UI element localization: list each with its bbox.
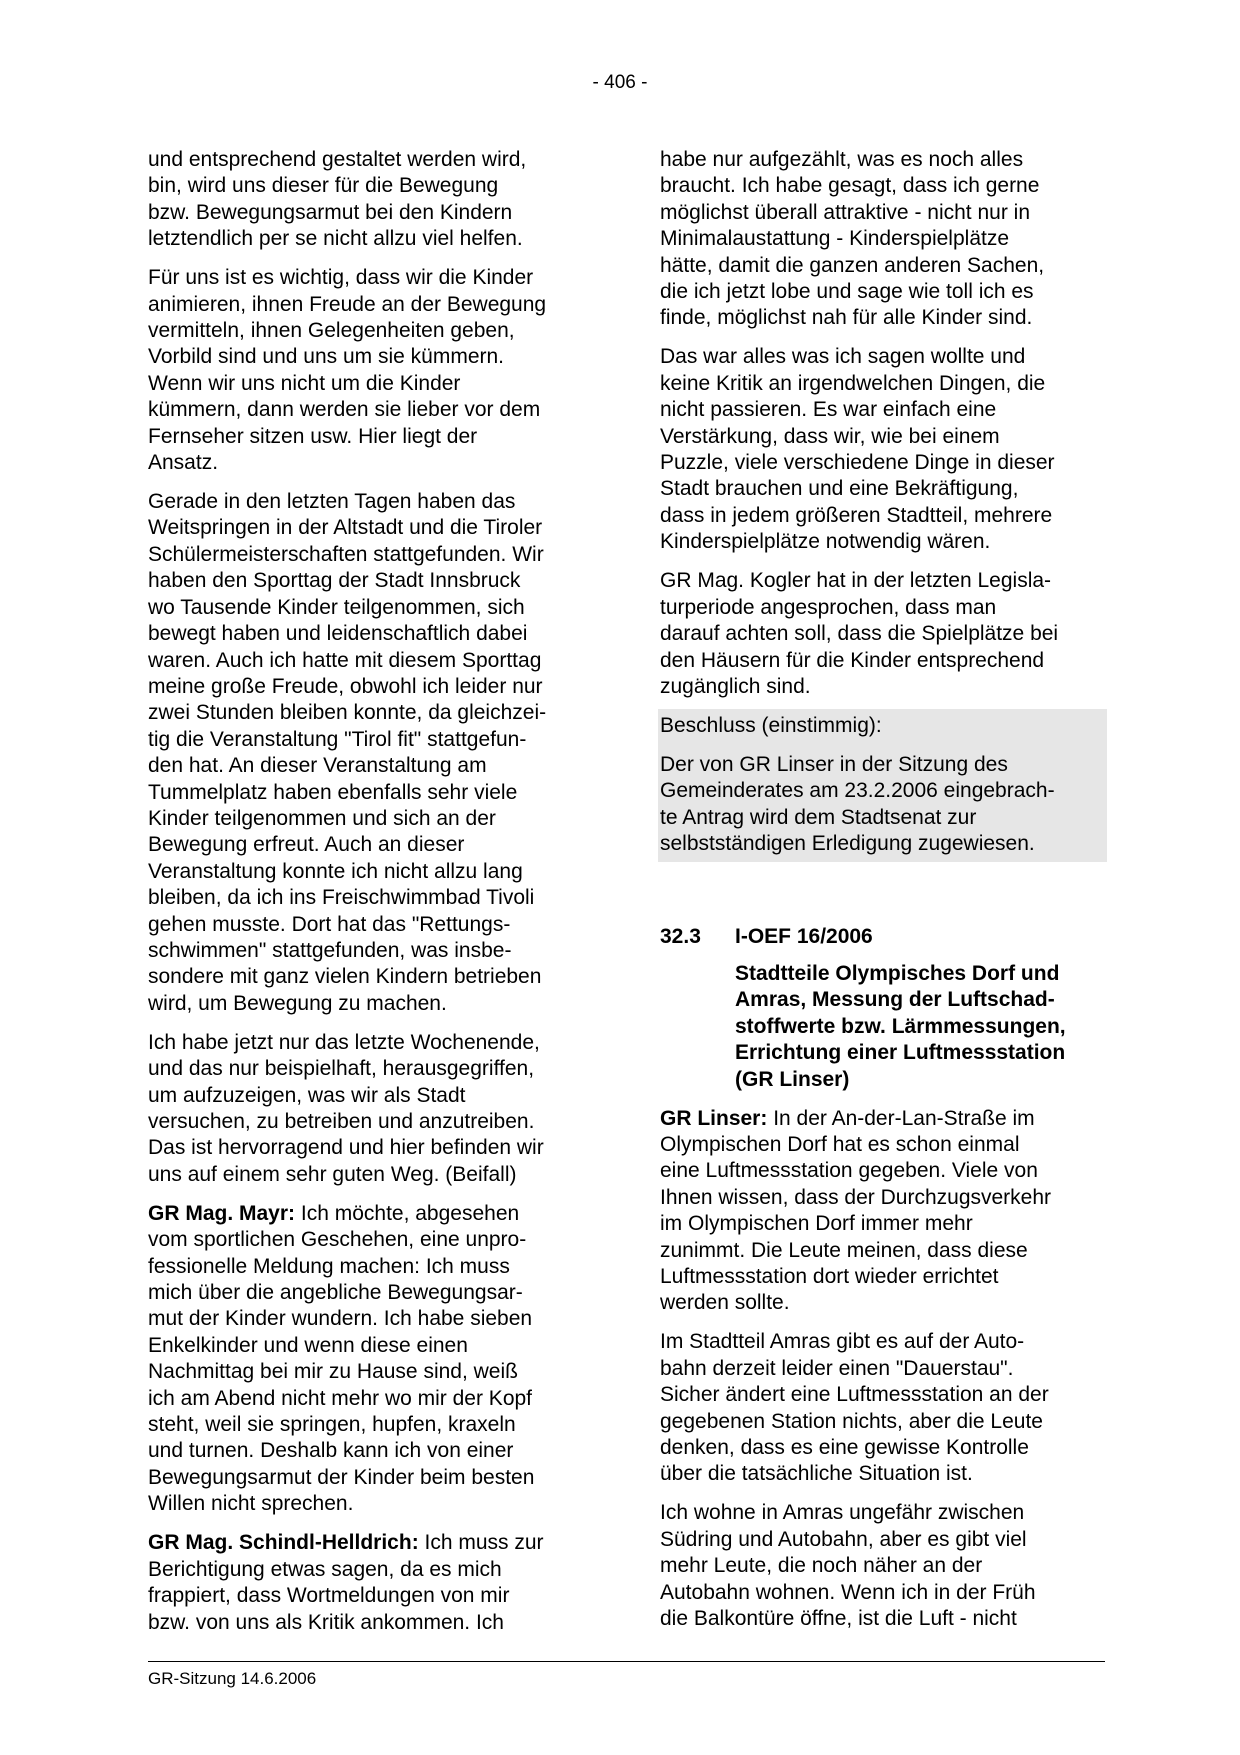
text-line: Berichtigung etwas sagen, da es mich <box>148 1557 502 1581</box>
paragraph <box>148 1030 588 1188</box>
text-line: keine Kritik an irgendwelchen Dingen, die <box>660 371 1046 395</box>
text-line: Luftmessstation dort wieder errichtet <box>660 1265 999 1288</box>
text-line: animieren, ihnen Freude an der Bewegung <box>148 292 547 316</box>
text-line: selbstständigen Erledigung zugewiesen. <box>660 832 1035 856</box>
speech-text: Ich möchte, abgesehen <box>295 1201 520 1225</box>
text-line: über die tatsächliche Situation ist. <box>660 1462 973 1486</box>
paragraph <box>148 265 588 476</box>
text-line: Ansatz. <box>148 451 219 475</box>
text-line: Für uns ist es wichtig, dass wir die Kinder <box>148 266 534 290</box>
text-line: waren. Auch ich hatte mit diesem Sporttag <box>148 648 542 672</box>
text-line: Südring und Autobahn, aber es gibt viel <box>660 1527 1027 1551</box>
paragraph <box>660 1329 1105 1487</box>
resolution-text <box>660 752 1107 858</box>
text-line: Puzzle, viele verschiedene Dinge in dieser <box>660 451 1055 475</box>
text-line: sondere mit ganz vielen Kindern betrieben <box>148 965 542 989</box>
text-line: Verstärkung, dass wir, wie bei einem <box>660 424 1000 448</box>
agenda-item-code: I-OEF 16/2006 <box>735 924 873 948</box>
text-line: und turnen. Deshalb kann ich von einer <box>148 1439 514 1463</box>
text-line: bzw. von uns als Kritik ankommen. Ich <box>148 1610 504 1634</box>
text-line: im Olympischen Dorf immer mehr <box>660 1212 973 1236</box>
resolution-label: Beschluss (einstimmig): <box>660 713 882 737</box>
text-line: Sicher ändert eine Luftmessstation an der <box>660 1383 1049 1407</box>
speaker-paragraph <box>148 1530 588 1636</box>
text-line: wird, um Bewegung zu machen. <box>148 991 447 1015</box>
text-line: darauf achten soll, dass die Spielplätze bei <box>660 622 1059 646</box>
paragraph <box>660 147 1105 332</box>
text-line: Tummelplatz haben ebenfalls sehr viele <box>148 780 518 804</box>
text-line: haben den Sporttag der Stadt Innsbruck <box>148 569 521 593</box>
text-line: nicht passieren. Es war einfach eine <box>660 398 997 422</box>
text-line: denken, dass es eine gewisse Kontrolle <box>660 1436 1029 1460</box>
text-line: Ich wohne in Amras ungefähr zwischen <box>660 1501 1025 1525</box>
text-line: tig die Veranstaltung "Tirol fit" stattgefun- <box>148 727 527 751</box>
text-line: finde, möglichst nah für alle Kinder sind. <box>660 306 1033 330</box>
text-line: eine Luftmessstation gegeben. Viele von <box>660 1159 1038 1183</box>
text-line: den Häusern für die Kinder entsprechend <box>660 648 1045 672</box>
text-line: Fernseher sitzen usw. Hier liegt der <box>148 424 478 448</box>
text-line: gegebenen Station nichts, aber die Leute <box>660 1409 1043 1433</box>
text-line: versuchen, zu betreiben und anzutreiben. <box>148 1110 535 1133</box>
text-line: zunimmt. Die Leute meinen, dass diese <box>660 1238 1028 1262</box>
text-line: Im Stadtteil Amras gibt es auf der Auto- <box>660 1330 1025 1354</box>
text-line: habe nur aufgezählt, was es noch alles <box>660 148 1024 171</box>
text-line: Ich habe jetzt nur das letzte Wochenende, <box>148 1030 540 1054</box>
text-line: dass in jedem größeren Stadtteil, mehrere <box>660 503 1053 527</box>
text-line: und das nur beispielhaft, herausgegriffen, <box>148 1057 535 1081</box>
text-line: steht, weil sie springen, hupfen, kraxeln <box>148 1413 516 1437</box>
text-line: bleiben, da ich ins Freischwimmbad Tivoli <box>148 886 535 910</box>
text-line: Gemeinderates am 23.2.2006 eingebrach- <box>660 779 1055 803</box>
text-line: te Antrag wird dem Stadtsenat zur <box>660 805 977 829</box>
text-line: Veranstaltung konnte ich nicht allzu lang <box>148 859 523 883</box>
paragraph <box>660 344 1105 555</box>
left-column <box>148 147 588 1649</box>
text-line: Nachmittag bei mir zu Hause sind, weiß <box>148 1360 518 1384</box>
text-line: Das war alles was ich sagen wollte und <box>660 345 1026 369</box>
text-line: Minimalaustattung - Kinderspielplätze <box>660 227 1010 251</box>
footer-divider <box>148 1661 1105 1662</box>
text-line: turperiode angesprochen, dass man <box>660 595 997 619</box>
speaker-paragraph <box>148 1201 588 1518</box>
text-line: und entsprechend gestaltet werden wird, <box>148 148 527 171</box>
text-line: schwimmen" stattgefunden, was insbe- <box>148 938 512 962</box>
text-line: Stadt brauchen und eine Bekräftigung, <box>660 477 1019 501</box>
text-line: Bewegungsarmut der Kinder beim besten <box>148 1465 535 1489</box>
text-line: stoffwerte bzw. Lärmmessungen, <box>735 1014 1066 1038</box>
text-line: uns auf einem sehr guten Weg. (Beifall) <box>148 1162 517 1186</box>
text-line: Olympischen Dorf hat es schon einmal <box>660 1132 1020 1156</box>
text-line: Schülermeisterschaften stattgefunden. Wir <box>148 542 544 566</box>
resolution-box <box>658 709 1107 862</box>
text-line: meine große Freude, obwohl ich leider nur <box>148 674 543 698</box>
text-line: wo Tausende Kinder teilgenommen, sich <box>148 595 525 619</box>
text-line: die Balkontüre öffne, ist die Luft - nicht <box>660 1607 1017 1631</box>
text-line: Amras, Messung der Luftschad- <box>735 988 1055 1012</box>
speaker-paragraph <box>660 1106 1105 1317</box>
text-line: Enkelkinder und wenn diese einen <box>148 1333 468 1357</box>
text-line: kümmern, dann werden sie lieber vor dem <box>148 398 541 422</box>
text-line: Stadtteile Olympisches Dorf und <box>735 961 1060 985</box>
text-line: gehen musste. Dort hat das "Rettungs- <box>148 912 511 936</box>
speech-text: Ich muss zur <box>418 1531 544 1555</box>
text-line: vermitteln, ihnen Gelegenheiten geben, <box>148 319 515 343</box>
text-line: GR Mag. Kogler hat in der letzten Legisla- <box>660 569 1052 593</box>
text-line: Vorbild sind und uns um sie kümmern. <box>148 345 505 369</box>
text-line: (GR Linser) <box>735 1067 850 1091</box>
text-line: zwei Stunden bleiben konnte, da gleichzei- <box>148 701 547 725</box>
text-line: Errichtung einer Luftmessstation <box>735 1041 1066 1065</box>
text-line: mut der Kinder wundern. Ich habe sieben <box>148 1307 533 1331</box>
text-line: Autobahn wohnen. Wenn ich in der Früh <box>660 1580 1036 1604</box>
paragraph <box>660 1500 1105 1632</box>
speaker-name: GR Linser: <box>660 1106 768 1130</box>
agenda-item-title <box>735 961 1105 1093</box>
text-line: Weitspringen in der Altstadt und die Tiroler <box>148 516 543 540</box>
text-line: den hat. An dieser Veranstaltung am <box>148 754 487 778</box>
text-line: Der von GR Linser in der Sitzung des <box>660 752 1008 776</box>
text-line: bewegt haben und leidenschaftlich dabei <box>148 622 528 646</box>
text-line: Kinderspielplätze notwendig wären. <box>660 530 991 554</box>
agenda-item-number: 32.3 <box>660 924 701 948</box>
agenda-item-heading <box>660 924 1105 950</box>
speaker-name: GR Mag. Mayr: <box>148 1201 296 1225</box>
paragraph <box>148 147 588 253</box>
text-line: werden sollte. <box>660 1291 790 1315</box>
text-line: braucht. Ich habe gesagt, dass ich gerne <box>660 174 1040 198</box>
text-line: fessionelle Meldung machen: Ich muss <box>148 1254 510 1278</box>
text-line: hätte, damit die ganzen anderen Sachen, <box>660 253 1045 277</box>
footer-session-date: GR-Sitzung 14.6.2006 <box>148 1669 317 1688</box>
text-line: bzw. Bewegungsarmut bei den Kindern <box>148 200 513 224</box>
text-line: letztendlich per se nicht allzu viel helfen. <box>148 227 523 251</box>
text-line: Wenn wir uns nicht um die Kinder <box>148 371 461 395</box>
text-line: ich am Abend nicht mehr wo mir der Kopf <box>148 1386 533 1410</box>
speech-text: In der An-der-Lan-Straße im <box>767 1106 1035 1130</box>
text-line: Bewegung erfreut. Auch an dieser <box>148 833 465 857</box>
text-line: bin, wird uns dieser für die Bewegung <box>148 174 499 198</box>
text-line: um aufzuzeigen, was wir als Stadt <box>148 1083 466 1107</box>
text-line: zugänglich sind. <box>660 674 811 698</box>
text-line: vom sportlichen Geschehen, eine unpro- <box>148 1228 527 1252</box>
speaker-name: GR Mag. Schindl-Helldrich: <box>148 1531 419 1555</box>
text-line: bahn derzeit leider einen "Dauerstau". <box>660 1356 1014 1380</box>
page-number: - 406 - <box>592 72 648 93</box>
text-line: mich über die angebliche Bewegungsar- <box>148 1281 523 1305</box>
text-line: frappiert, dass Wortmeldungen von mir <box>148 1584 510 1608</box>
paragraph <box>660 568 1105 700</box>
text-line: Ihnen wissen, dass der Durchzugsverkehr <box>660 1185 1052 1209</box>
text-line: Willen nicht sprechen. <box>148 1492 354 1516</box>
text-line: mehr Leute, die noch näher an der <box>660 1554 983 1578</box>
text-line: Das ist hervorragend und hier befinden wir <box>148 1136 544 1160</box>
text-line: die ich jetzt lobe und sage wie toll ich es <box>660 280 1034 304</box>
text-line: Kinder teilgenommen und sich an der <box>148 806 496 830</box>
text-line: Gerade in den letzten Tagen haben das <box>148 490 516 514</box>
right-column <box>660 147 1105 1645</box>
paragraph <box>148 489 588 1017</box>
text-line: möglichst überall attraktive - nicht nur in <box>660 200 1030 224</box>
